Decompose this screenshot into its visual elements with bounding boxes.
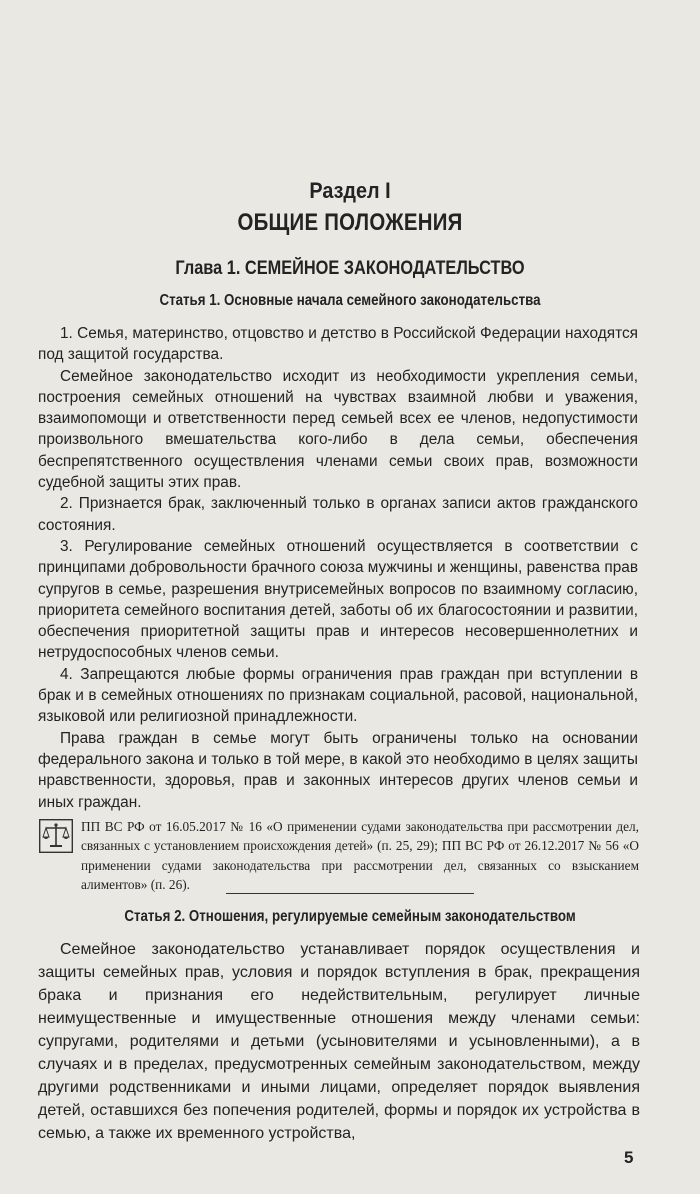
section-title: ОБЩИЕ ПОЛОЖЕНИЯ [237,209,463,236]
page-number: 5 [624,1148,634,1167]
note-text: ПП ВС РФ от 16.05.2017 № 16 «О применении судами законодательства при рассмотрении дел, связанных с установлением происхождения детей» (п. 25, 29); ПП ВС РФ от 26.12.2017 № 56 «О применении судами законодательства при рассмотрении дел, связанных со взысканием алиментов» (п. 26). [81,819,639,892]
court-reference-note [39,817,639,894]
article-1-body [38,323,638,813]
scales-icon [39,819,73,853]
chapter-title: Глава 1. СЕМЕЙНОЕ ЗАКОНОДАТЕЛЬСТВО [175,258,525,279]
paragraph: 3. Регулирование семейных отношений осуществляется в соответствии с принципами добровольности брачного союза мужчины и женщины, равенства прав супругов в семье, разрешения внутрисемейных вопросов по взаимному согласию, приоритета семейного воспитания детей, заботы об их благосостоянии и развитии, обеспечения приоритетной защиты прав и интересов несовершеннолетних и нетрудоспособных членов семьи. [38,537,638,662]
paragraph: Семейное законодательство устанавливает порядок осуществления и защиты семейных прав, условия и порядок вступления в брак, прекращения брака и признания его недействительным, регулирует личные неимущественные и имущественные отношения между членами семьи: супругами, родителями и детьми (усыновителями и усыновленными), а в случаях и в пределах, предусмотренных семейным законодательством, между другими родственниками и иными лицами, определяет порядок выявления детей, оставшихся без попечения родителей, формы и порядок их устройства в семью, а также их временного устройства, [38,941,640,1142]
divider [226,893,474,894]
article-2-heading: Статья 2. Отношения, регулируемые семейным законодательством [124,908,576,925]
paragraph: Семейное законодательство исходит из необходимости укрепления семьи, построения семейных отношений на чувствах взаимной любви и уважения, взаимопомощи и ответственности перед семьей всех ее членов, недопустимости произвольного вмешательства кого-либо в дела семьи, обеспечения беспрепятственного осуществления членами семьи своих прав, возможности судебной защиты этих прав. [38,367,638,492]
paragraph: Права граждан в семье могут быть ограничены только на основании федерального закона и только в той мере, в какой это необходимо в целях защиты нравственности, здоровья, прав и законных интересов других членов семьи и иных граждан. [38,729,638,811]
article-1-heading: Статья 1. Основные начала семейного законодательства [159,292,541,309]
paragraph: 2. Признается брак, заключенный только в органах записи актов гражданского состояния. [38,495,638,534]
section-label: Раздел I [309,178,391,203]
article-2-body [38,938,640,1145]
paragraph: 4. Запрещаются любые формы ограничения прав граждан при вступлении в брак и в семейных отношениях по признакам социальной, расовой, национальной, языковой или религиозной принадлежности. [38,665,638,726]
paragraph: 1. Семья, материнство, отцовство и детство в Российской Федерации находятся под защитой государства. [38,325,638,364]
